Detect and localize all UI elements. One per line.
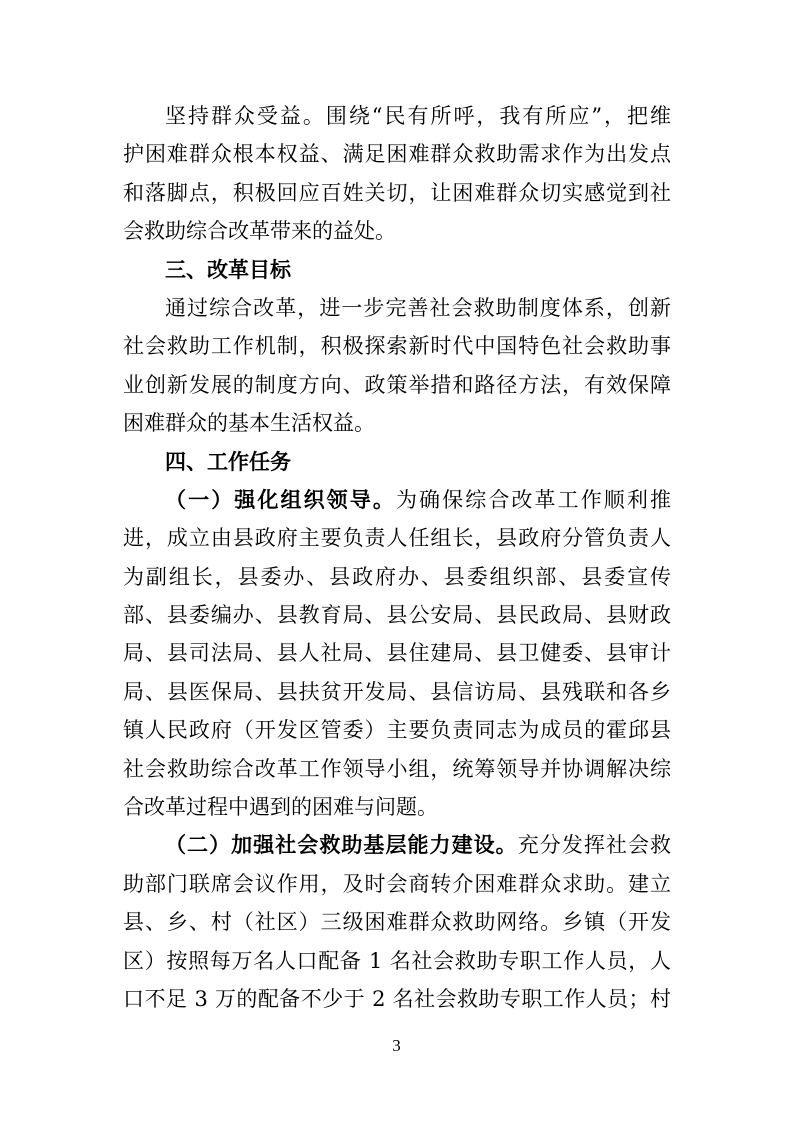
paragraph-line: 镇人民政府（开发区管委）主要负责同志为成员的霍邱县 <box>123 718 671 743</box>
paragraph-line-with-subheading <box>123 481 671 519</box>
paragraph-line: 为副组长，县委办、县政府办、县委组织部、县委宣传 <box>123 564 671 589</box>
subheading-organization-leadership: （一）强化组织领导。 <box>165 486 396 512</box>
paragraph-line: 会救助综合改革带来的益处。 <box>123 219 396 244</box>
subheading-grassroots-capacity: （二）加强社会救助基层能力建设。 <box>165 832 518 858</box>
paragraph-line: 部、县委编办、县教育局、县公安局、县民政局、县财政 <box>123 603 671 628</box>
paragraph-line: 护困难群众根本权益、满足困难群众救助需求作为出发点 <box>123 142 671 167</box>
paragraph-line: 坚持群众受益。围绕“民有所呼，我有所应”，把维 <box>165 104 671 128</box>
paragraph-line: 局、县司法局、县人社局、县住建局、县卫健委、县审计 <box>123 641 671 666</box>
body-text <box>123 97 671 1018</box>
paragraph-line: 和落脚点，积极回应百姓关切，让困难群众切实感觉到社 <box>123 180 671 205</box>
page-number: 3 <box>392 1036 401 1055</box>
paragraph-line: 困难群众的基本生活权益。 <box>123 411 375 436</box>
paragraph-line: 社会救助工作机制，积极探索新时代中国特色社会救助事 <box>123 334 671 359</box>
paragraph-line: 社会救助综合改革工作领导小组，统筹领导并协调解决综 <box>123 756 671 781</box>
paragraph-line: 合改革过程中遇到的困难与问题。 <box>123 795 438 820</box>
paragraph-line-with-subheading <box>123 826 671 864</box>
paragraph-line: 县、乡、村（社区）三级困难群众救助网络。乡镇（开发 <box>123 910 671 935</box>
paragraph-line: 助部门联席会议作用，及时会商转介困难群众求助。建立 <box>123 871 671 896</box>
paragraph-line: 局、县医保局、县扶贫开发局、县信访局、县残联和各乡 <box>123 679 671 704</box>
paragraph-text: 充分发挥社会救 <box>517 833 671 858</box>
paragraph-line: 进，成立由县政府主要负责人任组长，县政府分管负责人 <box>123 526 671 551</box>
paragraph-line: 通过综合改革，进一步完善社会救助制度体系，创新 <box>165 295 671 320</box>
paragraph-text: 为确保综合改革工作顺利推 <box>395 487 671 512</box>
section-heading-work-tasks: 四、工作任务 <box>165 449 291 474</box>
section-heading-reform-goals: 三、改革目标 <box>165 257 291 282</box>
paragraph-line: 口不足 3 万的配备不少于 2 名社会救助专职工作人员；村 <box>123 986 671 1011</box>
paragraph-line: 区）按照每万名人口配备 1 名社会救助专职工作人员，人 <box>123 948 671 973</box>
paragraph-line: 业创新发展的制度方向、政策举措和路径方法，有效保障 <box>123 372 671 397</box>
